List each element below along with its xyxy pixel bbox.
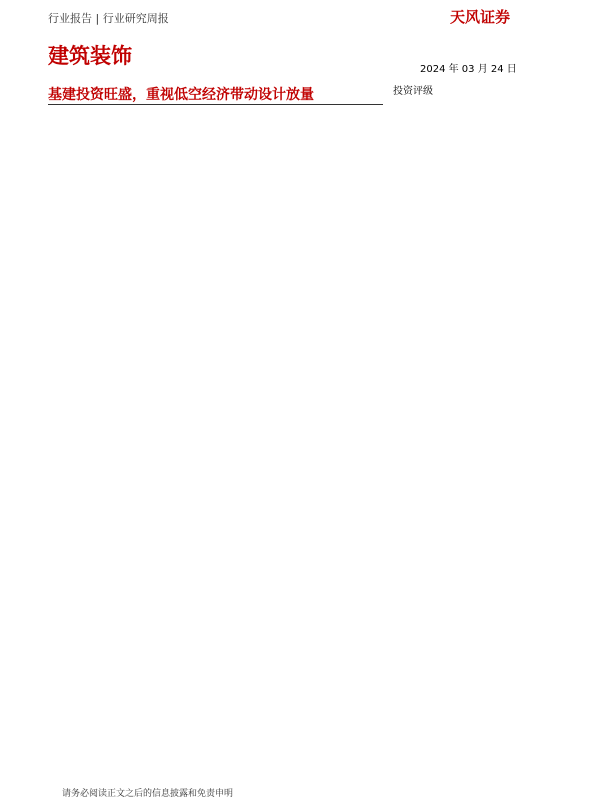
sidebar-heading: 投资评级 [393, 86, 433, 97]
title-divider [48, 104, 383, 105]
page-title: 建筑装饰 [48, 44, 132, 68]
date: 2024 年 03 月 24 日 [420, 64, 517, 75]
subtitle: 基建投资旺盛，重视低空经济带动设计放量 [48, 87, 314, 103]
report-category: 行业报告 | 行业研究周报 [48, 12, 169, 25]
logo: 天风证券 [450, 8, 511, 26]
footer: 请务必阅读正文之后的信息披露和免责申明 [62, 789, 234, 799]
